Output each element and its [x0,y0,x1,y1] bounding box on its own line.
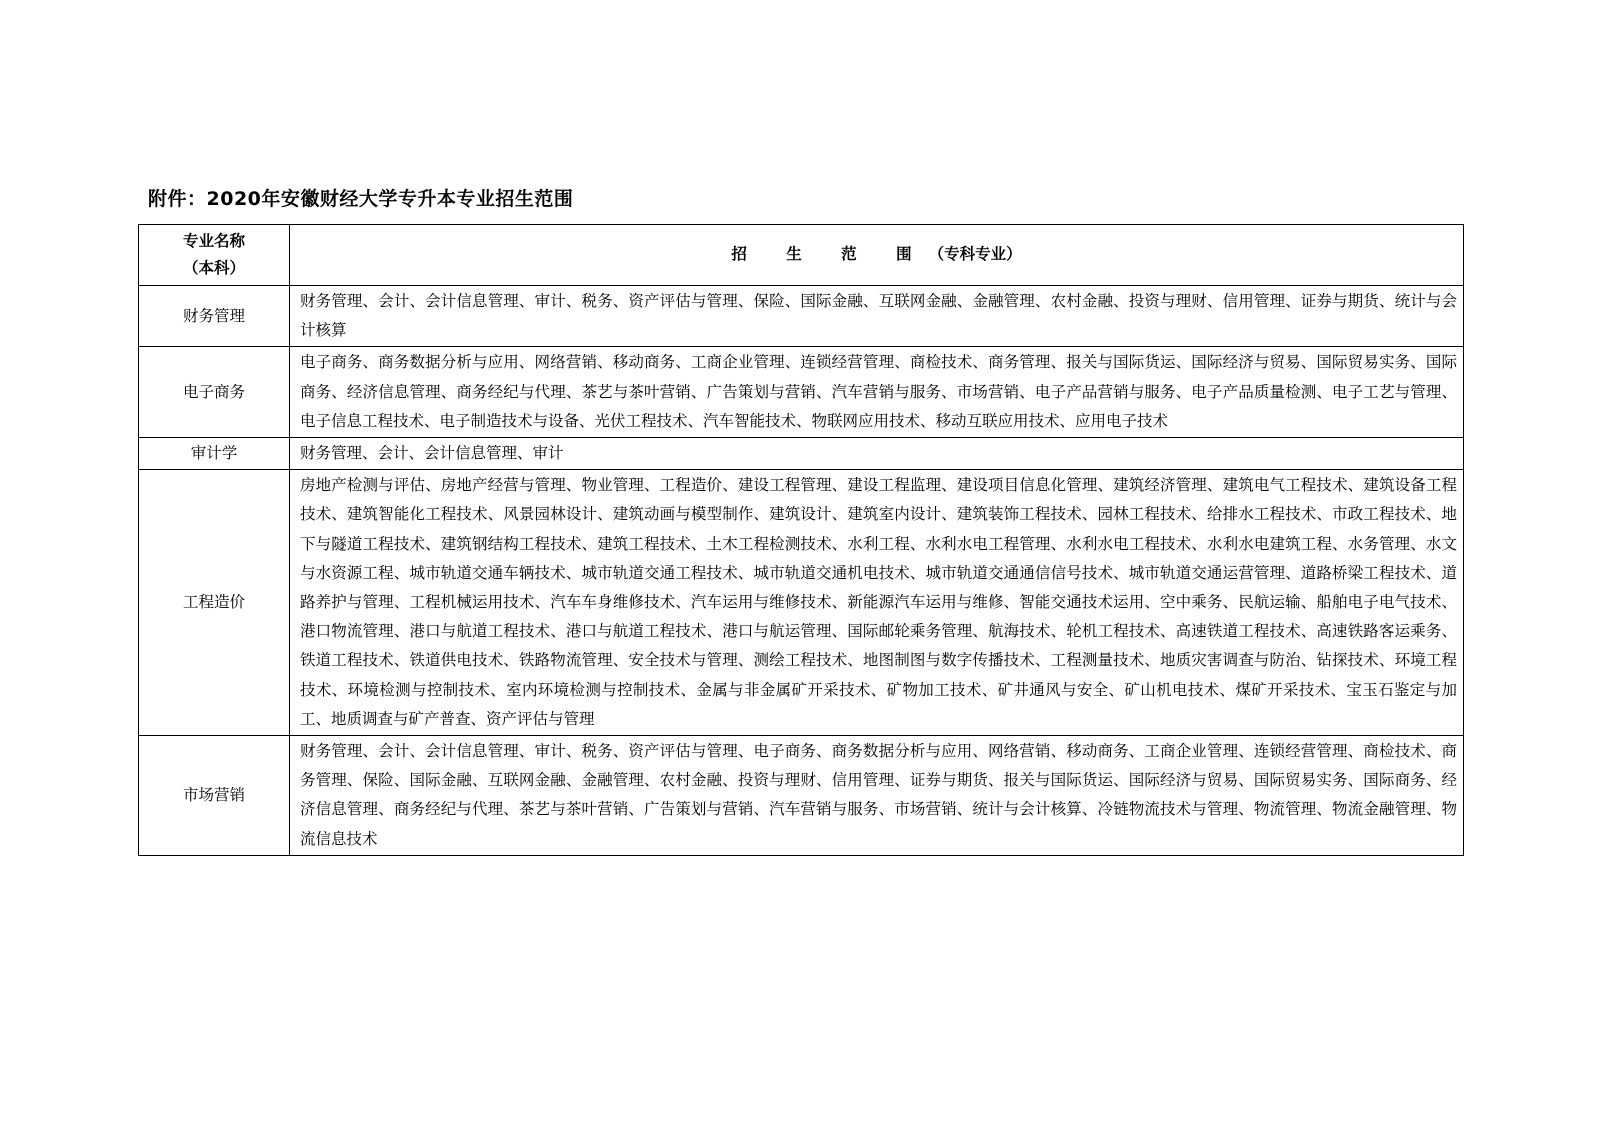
header-scope-main: 招 生 范 围 [731,245,929,264]
scope-cell: 电子商务、商务数据分析与应用、网络营销、移动商务、工商企业管理、连锁经营管理、商检技术、商务管理、报关与国际货运、国际经济与贸易、国际贸易实务、国际商务、经济信息管理、商务经纪与代理、茶艺与茶叶营销、广告策划与营销、汽车营销与服务、市场营销、电子产品营销与服务、电子产品质量检测、电子工艺与管理、电子信息工程技术、电子制造技术与设备、光伏工程技术、汽车智能技术、物联网应用技术、移动互联应用技术、应用电子技术 [290,347,1464,438]
scope-cell: 财务管理、会计、会计信息管理、审计、税务、资产评估与管理、电子商务、商务数据分析与应用、网络营销、移动商务、工商企业管理、连锁经营管理、商检技术、商务管理、保险、国际金融、互联网金融、金融管理、农村金融、投资与理财、信用管理、证券与期货、报关与国际货运、国际经济与贸易、国际贸易实务、国际商务、经济信息管理、商务经纪与代理、茶艺与茶叶营销、广告策划与营销、汽车营销与服务、市场营销、统计与会计核算、冷链物流技术与管理、物流管理、物流金融管理、物流信息技术 [290,736,1464,856]
table-row [139,736,1464,856]
header-admission-scope [290,225,1464,286]
header-major-name [139,225,290,286]
major-cell: 市场营销 [139,736,290,856]
header-major-line1: 专业名称 [182,232,245,250]
major-cell: 电子商务 [139,347,290,438]
header-major-line2: （本科） [182,259,245,277]
scope-cell: 财务管理、会计、会计信息管理、审计 [290,438,1464,470]
major-cell: 审计学 [139,438,290,470]
table-row [139,438,1464,470]
table-row [139,347,1464,438]
table-row [139,470,1464,736]
major-cell: 财务管理 [139,286,290,347]
page-title: 附件：2020年安徽财经大学专升本专业招生范围 [148,188,574,210]
table-row [139,286,1464,347]
admission-scope-table [138,224,1464,856]
scope-cell: 财务管理、会计、会计信息管理、审计、税务、资产评估与管理、保险、国际金融、互联网金融、金融管理、农村金融、投资与理财、信用管理、证券与期货、统计与会计核算 [290,286,1464,347]
header-scope-note: （专科专业） [928,245,1022,264]
major-cell: 工程造价 [139,470,290,736]
scope-cell: 房地产检测与评估、房地产经营与管理、物业管理、工程造价、建设工程管理、建设工程监理、建设项目信息化管理、建筑经济管理、建筑电气工程技术、建筑设备工程技术、建筑智能化工程技术、风景园林设计、建筑动画与模型制作、建筑设计、建筑室内设计、建筑装饰工程技术、园林工程技术、给排水工程技术、市政工程技术、地下与隧道工程技术、建筑钢结构工程技术、建筑工程技术、土木工程检测技术、水利工程、水利水电工程管理、水利水电工程技术、水利水电建筑工程、水务管理、水文与水资源工程、城市轨道交通车辆技术、城市轨道交通工程技术、城市轨道交通机电技术、城市轨道交通通信信号技术、城市轨道交通运营管理、道路桥梁工程技术、道路养护与管理、工程机械运用技术、汽车车身维修技术、汽车运用与维修技术、新能源汽车运用与维修、智能交通技术运用、空中乘务、民航运输、船舶电子电气技术、港口物流管理、港口与航道工程技术、港口与航道工程技术、港口与航运管理、国际邮轮乘务管理、航海技术、轮机工程技术、高速铁道工程技术、高速铁路客运乘务、铁道工程技术、铁道供电技术、铁路物流管理、安全技术与管理、测绘工程技术、地图制图与数字传播技术、工程测量技术、地质灾害调查与防治、钻探技术、环境工程技术、环境检测与控制技术、室内环境检测与控制技术、金属与非金属矿开采技术、矿物加工技术、矿井通风与安全、矿山机电技术、煤矿开采技术、宝玉石鉴定与加工、地质调查与矿产普查、资产评估与管理 [290,470,1464,736]
table-header-row [139,225,1464,286]
